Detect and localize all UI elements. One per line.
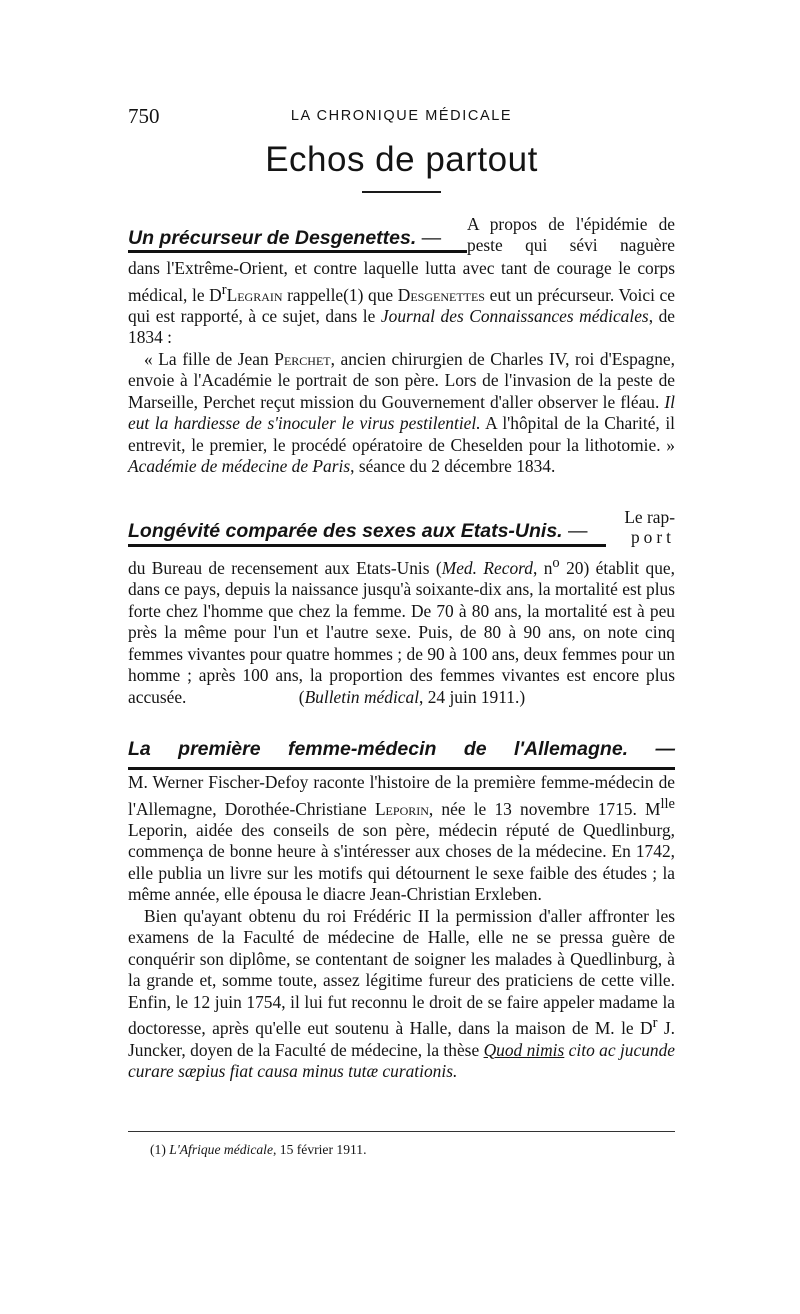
section-longevite	[128, 507, 675, 708]
heading-underline	[128, 767, 675, 770]
paragraph: Bien qu'ayant obtenu du roi Frédéric II la permission d'aller affronter les examens de la Faculté de médecine de Halle, elle ne se pressa guère de conquérir son diplôme, se contentant de soigner les malades à Quedlinburg, à la grande et, somme toute, assez légitime fureur des praticiens de cette ville. Enfin, le 12 juin 1754, il lui fut reconnu le droit de se faire appeler madame la doctoresse, après qu'elle eut soutenu à Halle, dans la maison de M. le $D^r$ J. Juncker, doyen de la Faculté de médecine, la thèse Quod nimis cito ac jucunde curare sæpius fiat causa minus tutæ curationis.	[128, 905, 676, 1082]
section-heading-row	[128, 738, 675, 772]
title-rule	[362, 191, 441, 193]
footnote: (1) L'Afrique médicale, 15 février 1911.	[150, 1142, 367, 1157]
heading-underline	[128, 544, 606, 547]
source-citation: Bulletin médical	[304, 686, 420, 707]
section-heading-row	[128, 214, 675, 258]
paragraph: « La fille de Jean Perchet, ancien chirurgien de Charles IV, roi d'Espagne, envoie à l'Académie le portrait de son père. Lors de l'invasion de la peste de Marseille, Perchet reçut mission du Gouvernement d'aller observer le fléau. Il eut la hardiesse de s'inoculer le virus pestilentiel. A l'hôpital de la Charité, il entrevit, le premier, le procédé opératoire de Cheselden pour la lithotomie. » Académie de médecine de Paris, séance du 2 décembre 1834.	[128, 348, 675, 477]
heading-runon-line2: port	[630, 527, 675, 547]
paragraph: dans l'Extrême-Orient, et contre laquelle lutta avec tant de courage le corps médical, le $D^rLegrain$ rappelle(1) que Desgenettes eut un précurseur. Voici ce qui est rapporté, à ce sujet, dans le Journal des Connaissances médicales, de 1834 :	[128, 258, 675, 348]
section-heading: La première femme-médecin de l'Allemagne. —	[128, 738, 675, 760]
page-number: 750	[128, 104, 160, 128]
article-title: Echos de partout	[265, 140, 538, 179]
heading-runon-line2: peste qui sévi naguère	[467, 235, 675, 255]
paragraph: du Bureau de recensement aux Etats-Unis (Med. Record, $n^o$ 20) établit que, dans ce pays, depuis la naissance jusqu'à soixante-dix ans, la mortalité est plus forte chez l'homme que chez la femme. De 70 à 80 ans, la mortalité est à peu près la même pour l'un et l'autre sexe. Puis, de 80 à 90 ans, on note cinq femmes vivantes pour quatre hommes ; de 90 à 100 ans, deux femmes pour un homme ; après 100 ans, la proportion des femmes vivantes est encore plus accusée. (Bulletin médical, 24 juin 1911.)	[128, 555, 675, 707]
heading-underline	[128, 250, 467, 253]
paragraph: M. Werner Fischer-Defoy raconte l'histoire de la première femme-médecin de l'Allemagne, Dorothée-Christiane Leporin, née le 13 novembre 1715. $M^{lle}$ Leporin, aidée des conseils de son père, médecin réputé de Quedlinburg, commença de bonne heure à s'intéresser aux choses de la médecine. En 1742, elle publia un livre sur les motifs qui détournent le sexe faible des études ; la même année, elle épousa le diacre Jean-Christian Erxleben.	[128, 772, 675, 905]
heading-runon-line1: A propos de l'épidémie de	[467, 214, 675, 234]
section-heading-row	[128, 507, 675, 553]
section-heading: Longévité comparée des sexes aux Etats-Unis. —	[128, 520, 588, 542]
footnote-rule	[128, 1131, 675, 1132]
section-femme-medecin	[128, 738, 675, 1083]
heading-runon-line1: Le rap-	[624, 507, 675, 527]
section-heading: Un précurseur de Desgenettes. —	[128, 227, 442, 249]
running-title: LA CHRONIQUE MÉDICALE	[290, 108, 513, 124]
page-header	[128, 104, 675, 132]
section-precurseur	[128, 214, 675, 478]
